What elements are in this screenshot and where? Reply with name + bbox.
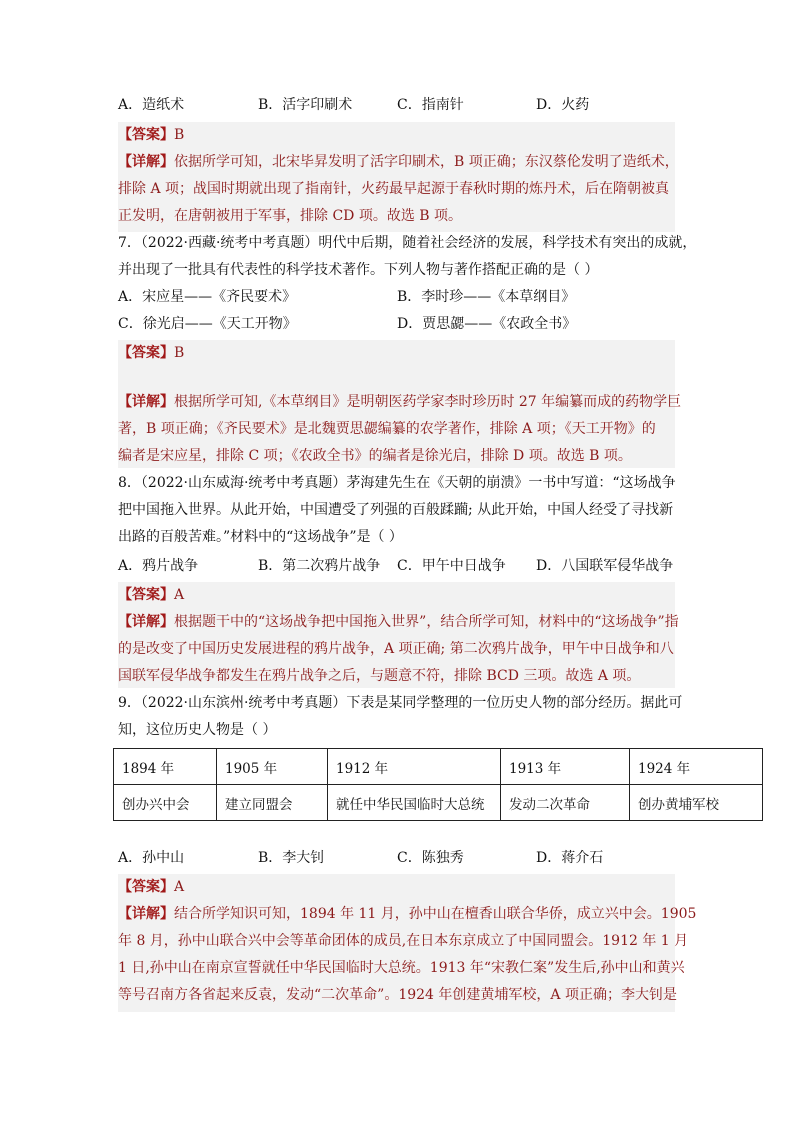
answer-value: A [174, 587, 185, 603]
detail-text: 结合所学知识可知，1894 年 11 月，孙中山在檀香山联合华侨，成立兴中会。1905 [174, 906, 697, 922]
q6-answer [118, 122, 184, 148]
answer-tag: 【答案】 [118, 127, 174, 143]
table-cell-year: 1924 年 [630, 749, 763, 785]
table-row-years [114, 749, 763, 785]
q8-answer [118, 582, 184, 608]
table-cell-event: 就任中华民国临时大总统 [328, 785, 501, 821]
q7-stem-line-2: 并出现了一批具有代表性的科学技术著作。下列人物与著作搭配正确的是（ ） [118, 262, 599, 278]
q9-detail-line-1 [118, 901, 696, 927]
table-cell-year: 1913 年 [501, 749, 630, 785]
q8-stem-line-1: 8．（2022·山东威海·统考中考真题）茅海建先生在《天朝的崩溃》一书中写道：“这场战争 [118, 475, 676, 491]
q9-option-d: D．蒋介石 [536, 850, 604, 866]
answer-value: B [174, 345, 185, 361]
detail-text: 依据所学可知，北宋毕昇发明了活字印刷术，B 项正确；东汉蔡伦发明了造纸术， [174, 154, 679, 170]
q7-detail-line-1 [118, 389, 681, 415]
table-cell-event: 创办黄埔军校 [630, 785, 763, 821]
q8-option-c: C．甲午中日战争 [397, 558, 506, 574]
q9-option-c: C．陈独秀 [397, 850, 464, 866]
q9-stem-line-2: 知，这位历史人物是（ ） [118, 722, 277, 738]
q6-answer-box [118, 122, 679, 232]
q9-option-a: A．孙中山 [118, 850, 185, 866]
table-cell-year: 1912 年 [328, 749, 501, 785]
q8-stem-line-2: 把中国拖入世界。从此开始，中国遭受了列强的百般蹂躏; 从此开始，中国人经受了寻找新 [118, 502, 674, 518]
q6-detail-line-3: 正发明，在唐朝被用于军事，排除 CD 项。故选 B 项。 [118, 208, 463, 224]
q7-stem-line-1: 7．（2022·西藏·统考中考真题）明代中后期，随着社会经济的发展，科学技术有突出的成就， [118, 235, 697, 251]
history-table [113, 748, 763, 821]
q7-option-b: B．李时珍——《本草纲目》 [397, 289, 576, 305]
table-cell-year: 1905 年 [217, 749, 328, 785]
q9-option-b: B．李大钊 [258, 850, 325, 866]
q7-option-a: A．宋应星——《齐民要术》 [118, 289, 297, 305]
q9-detail-line-3: 1 日,孙中山在南京宣誓就任中华民国临时大总统。1913 年“宋教仁案”发生后,孙中山和黄兴 [118, 960, 685, 976]
q7-detail-line-3: 编者是宋应星，排除 C 项；《农政全书》的编者是徐光启，排除 D 项。故选 B 项。 [118, 448, 632, 464]
q9-answer [118, 874, 184, 900]
q6-option-c: C．指南针 [397, 97, 464, 113]
answer-tag: 【答案】 [118, 879, 174, 895]
answer-tag: 【答案】 [118, 587, 174, 603]
table-cell-event: 发动二次革命 [501, 785, 630, 821]
q7-detail-line-2: 著，B 项正确；《齐民要术》是北魏贾思勰编纂的农学著作，排除 A 项；《天工开物》的 [118, 421, 656, 437]
table-cell-event: 建立同盟会 [217, 785, 328, 821]
q8-option-d: D．八国联军侵华战争 [536, 558, 674, 574]
q7-answer [118, 340, 184, 366]
detail-tag: 【详解】 [118, 154, 174, 170]
q8-stem-line-3: 出路的百般苦难。”材料中的“这场战争”是（ ） [118, 529, 403, 545]
q8-answer-box [118, 582, 679, 688]
q7-option-d: D．贾思勰——《农政全书》 [397, 316, 577, 332]
table-cell-event: 创办兴中会 [114, 785, 217, 821]
answer-value: B [174, 127, 185, 143]
q8-detail-line-1 [118, 609, 679, 635]
q8-detail-line-3: 国联军侵华战争都发生在鸦片战争之后，与题意不符，排除 BCD 三项。故选 A 项。 [118, 668, 641, 684]
q6-detail-line-2: 排除 A 项；战国时期就出现了指南针，火药最早起源于春秋时期的炼丹术，后在隋朝被真 [118, 181, 670, 197]
detail-text: 根据题干中的“这场战争把中国拖入世界”，结合所学可知，材料中的“这场战争”指 [174, 614, 679, 630]
q6-option-a: A．造纸术 [118, 97, 185, 113]
q6-option-d: D．火药 [536, 97, 590, 113]
table-cell-year: 1894 年 [114, 749, 217, 785]
q6-option-b: B．活字印刷术 [258, 97, 353, 113]
q9-detail-line-2: 年 8 月，孙中山联合兴中会等革命团体的成员,在日本东京成立了中国同盟会。1912 年 1 月 [118, 933, 689, 949]
table-row-events [114, 785, 763, 821]
detail-text: 根据所学可知,《本草纲目》是明朝医药学家李时珍历时 27 年编纂而成的药物学巨 [174, 394, 682, 410]
q7-option-c: C．徐光启——《天工开物》 [118, 316, 297, 332]
q8-option-a: A．鸦片战争 [118, 558, 199, 574]
q8-option-b: B．第二次鸦片战争 [258, 558, 381, 574]
q7-answer-box [118, 340, 682, 468]
q9-stem-line-1: 9．（2022·山东滨州·统考中考真题）下表是某同学整理的一位历史人物的部分经历。据此可 [118, 695, 683, 711]
q9-detail-line-4: 等号召南方各省起来反袁，发动“二次革命”。1924 年创建黄埔军校，A 项正确；李大钊是 [118, 987, 677, 1003]
detail-tag: 【详解】 [118, 906, 174, 922]
detail-tag: 【详解】 [118, 394, 174, 410]
detail-tag: 【详解】 [118, 614, 174, 630]
q9-answer-box [118, 874, 697, 1012]
q8-detail-line-2: 的是改变了中国历史发展进程的鸦片战争，A 项正确; 第二次鸦片战争，甲午中日战争和八 [118, 641, 674, 657]
answer-value: A [174, 879, 185, 895]
answer-tag: 【答案】 [118, 345, 174, 361]
q6-detail-line-1 [118, 149, 679, 175]
